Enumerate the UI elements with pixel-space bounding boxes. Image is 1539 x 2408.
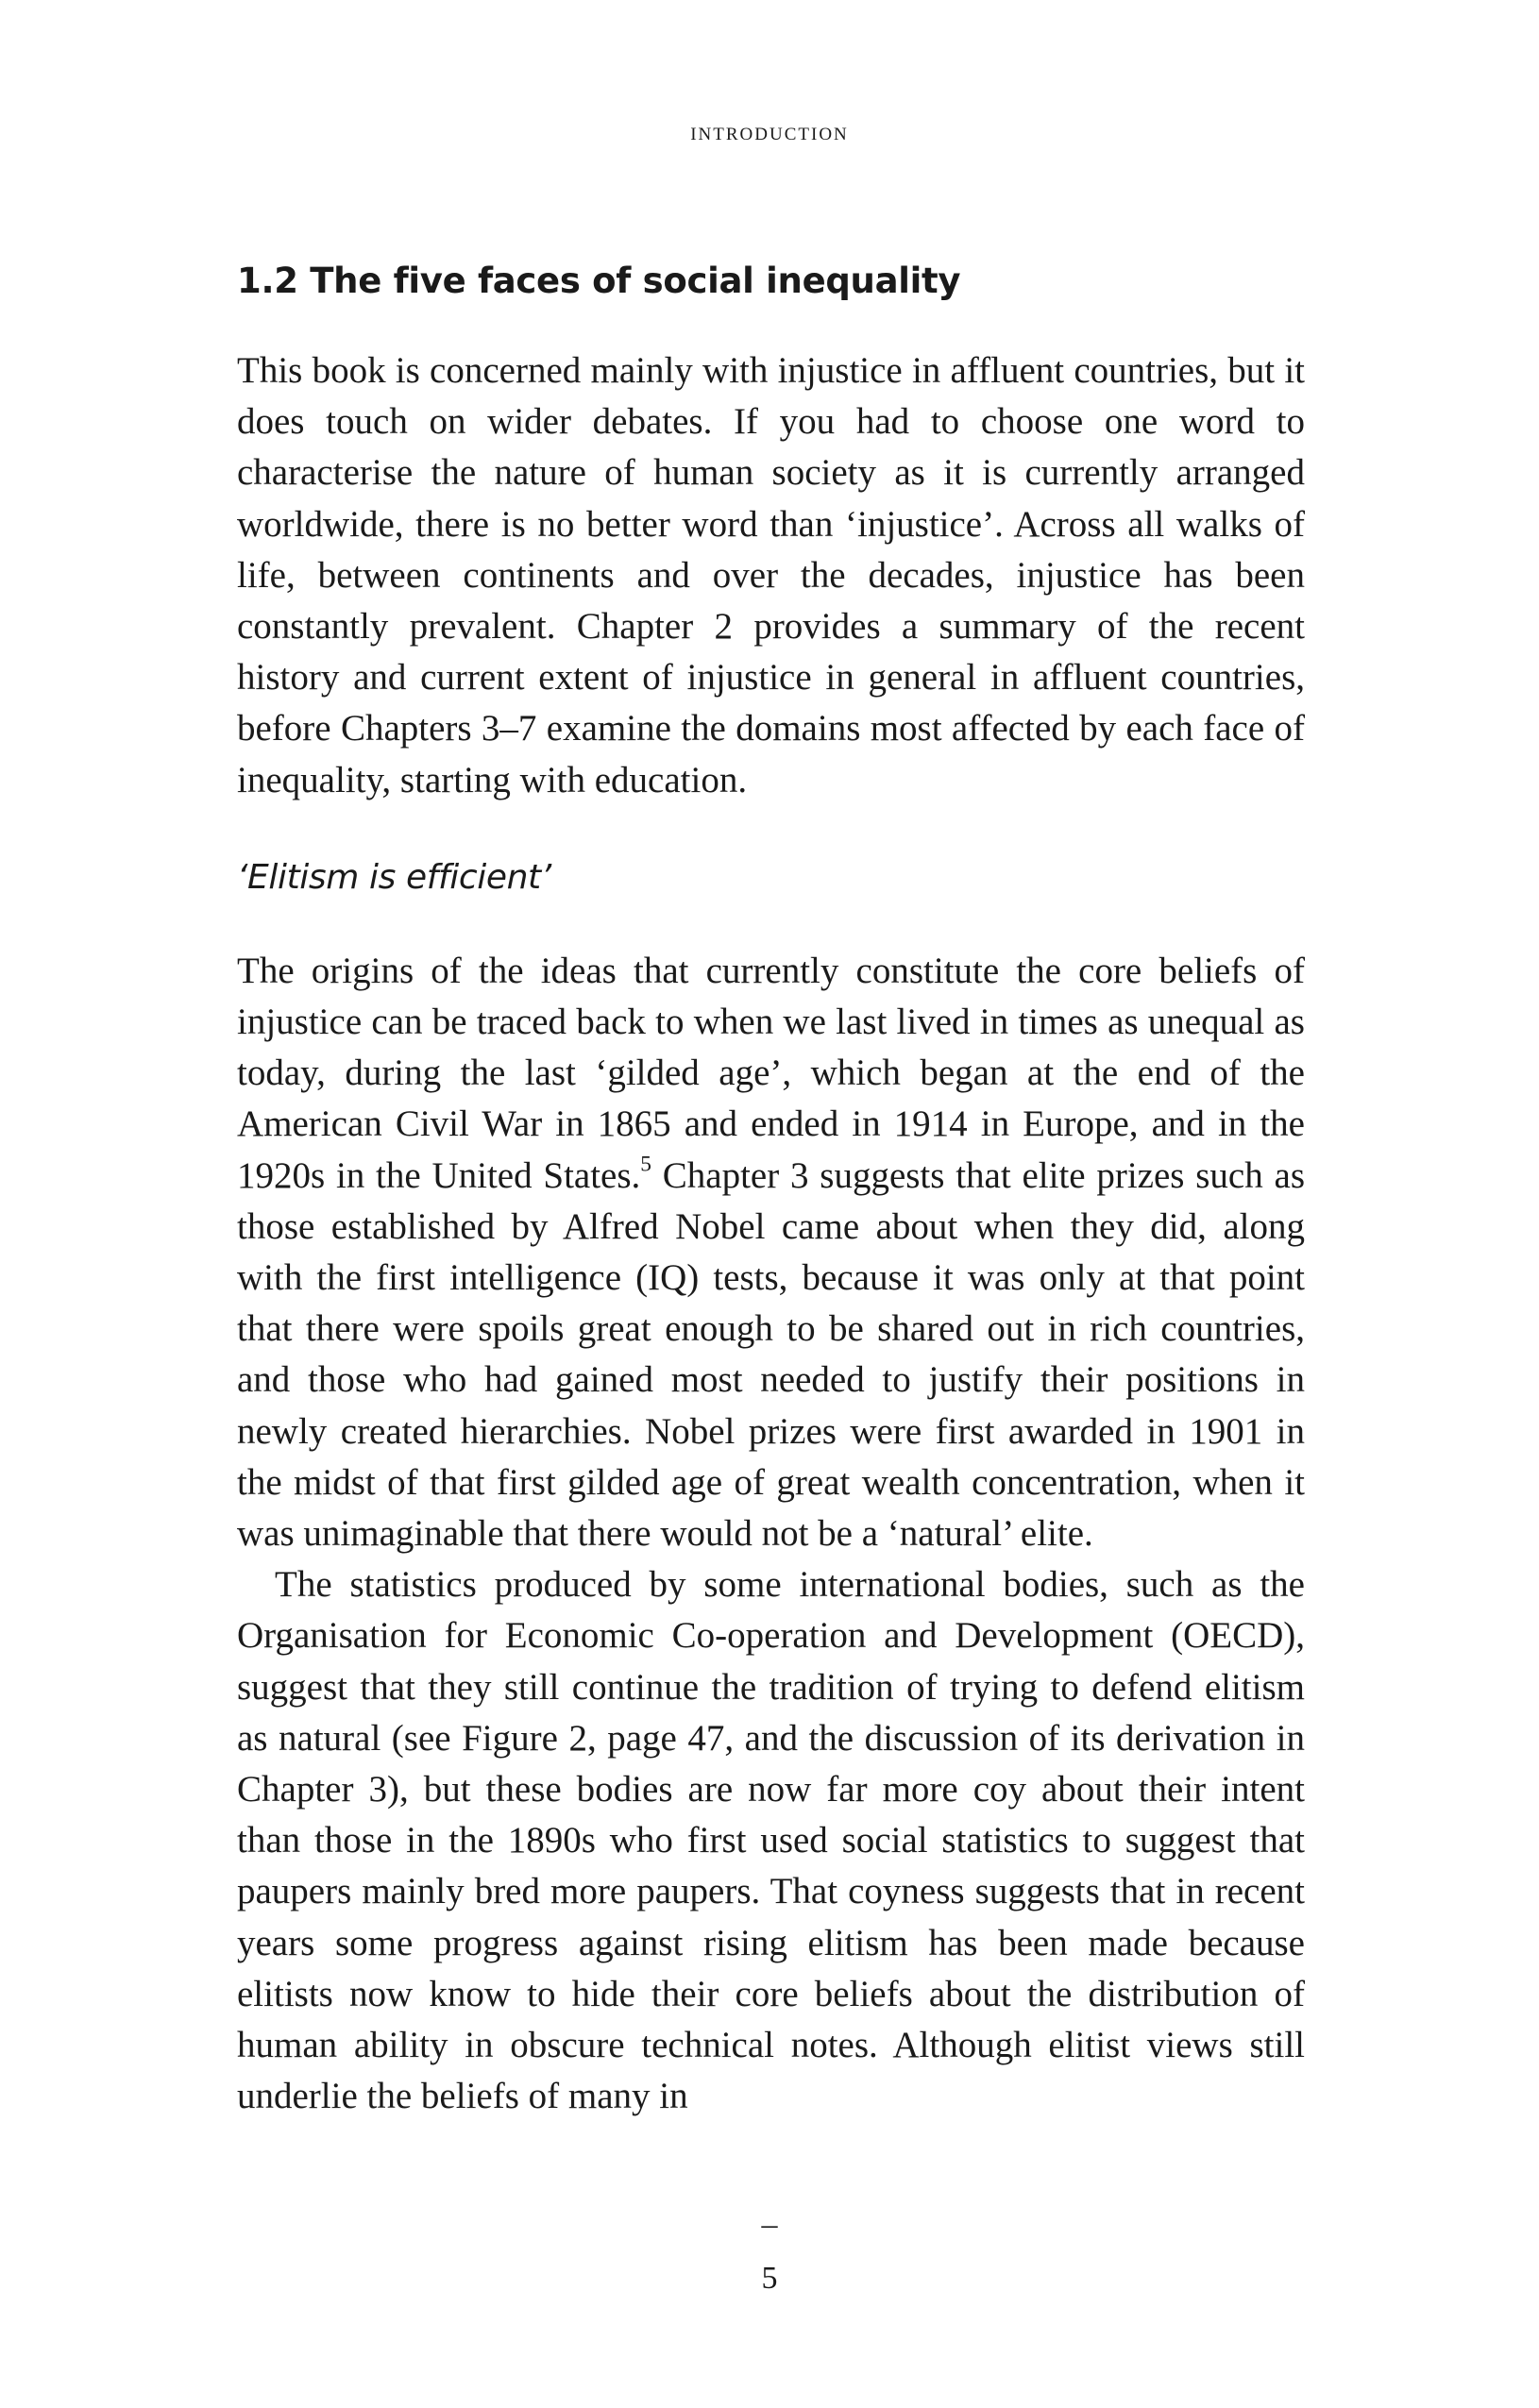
page-number-dash: – (761, 2207, 778, 2242)
paragraph-origins-text-1: The origins of the ideas that currently constitute the core beliefs of injustice can be traced back to when we last lived in times as unequal as today, during the last ‘gilded age’, which began at the end of the American Civil War in 1865 and ended in 1914 in Europe, and in the 1920s in the United States. (237, 950, 1305, 1196)
running-head: introduction (690, 117, 849, 145)
subsection-heading: ‘Elitism is efficient’ (237, 857, 551, 897)
paragraph-origins-text-2: Chapter 3 suggests that elite prizes such as those established by Alfred Nobel came about when they did, along with the first intelligence (IQ) tests, because it was only at that point that there were spoils great enough to be shared out in rich countries, and those who had gained most needed to justify their positions in newly created hierarchies. Nobel prizes were first awarded in 1901 in the midst of that first gilded age of great wealth concentration, when it was unimaginable that there would not be a ‘natural’ elite. (237, 1154, 1305, 1555)
paragraph-statistics: The statistics produced by some international bodies, such as the Organisation for Economic Co-operation and Development (OECD), suggest that they still continue the tradition of trying to defend elitism as natural (see Figure 2, page 47, and the discussion of its derivation in Chapter 3), but these bodies are now far more coy about their intent than those in the 1890s who first used social statistics to suggest that paupers mainly bred more paupers. That coyness suggests that in recent years some progress against rising elitism has been made because elitists now know to hide their core beliefs about the distribution of human ability in obscure technical notes. Although elitist views still underlie the beliefs of many in (237, 1564, 1305, 2117)
paragraph-intro: This book is concerned mainly with injustice in affluent countries, but it does touch on wider debates. If you had to choose one word to characterise the nature of human society as it is currently arranged worldwide, there is no better word than ‘injustice’. Across all walks of life, between continents and over the decades, injustice has been constantly prevalent. Chapter 2 provides a summary of the recent history and current extent of injustice in general in affluent countries, before Chapters 3–7 examine the domains most affected by each face of inequality, starting with education. (237, 350, 1305, 800)
paragraph-origins (237, 946, 1305, 1559)
section-heading: 1.2 The five faces of social inequality (237, 261, 961, 301)
footnote-ref-5[interactable]: 5 (640, 1152, 651, 1177)
page-number: 5 (761, 2261, 778, 2296)
page-body (237, 255, 1305, 2123)
